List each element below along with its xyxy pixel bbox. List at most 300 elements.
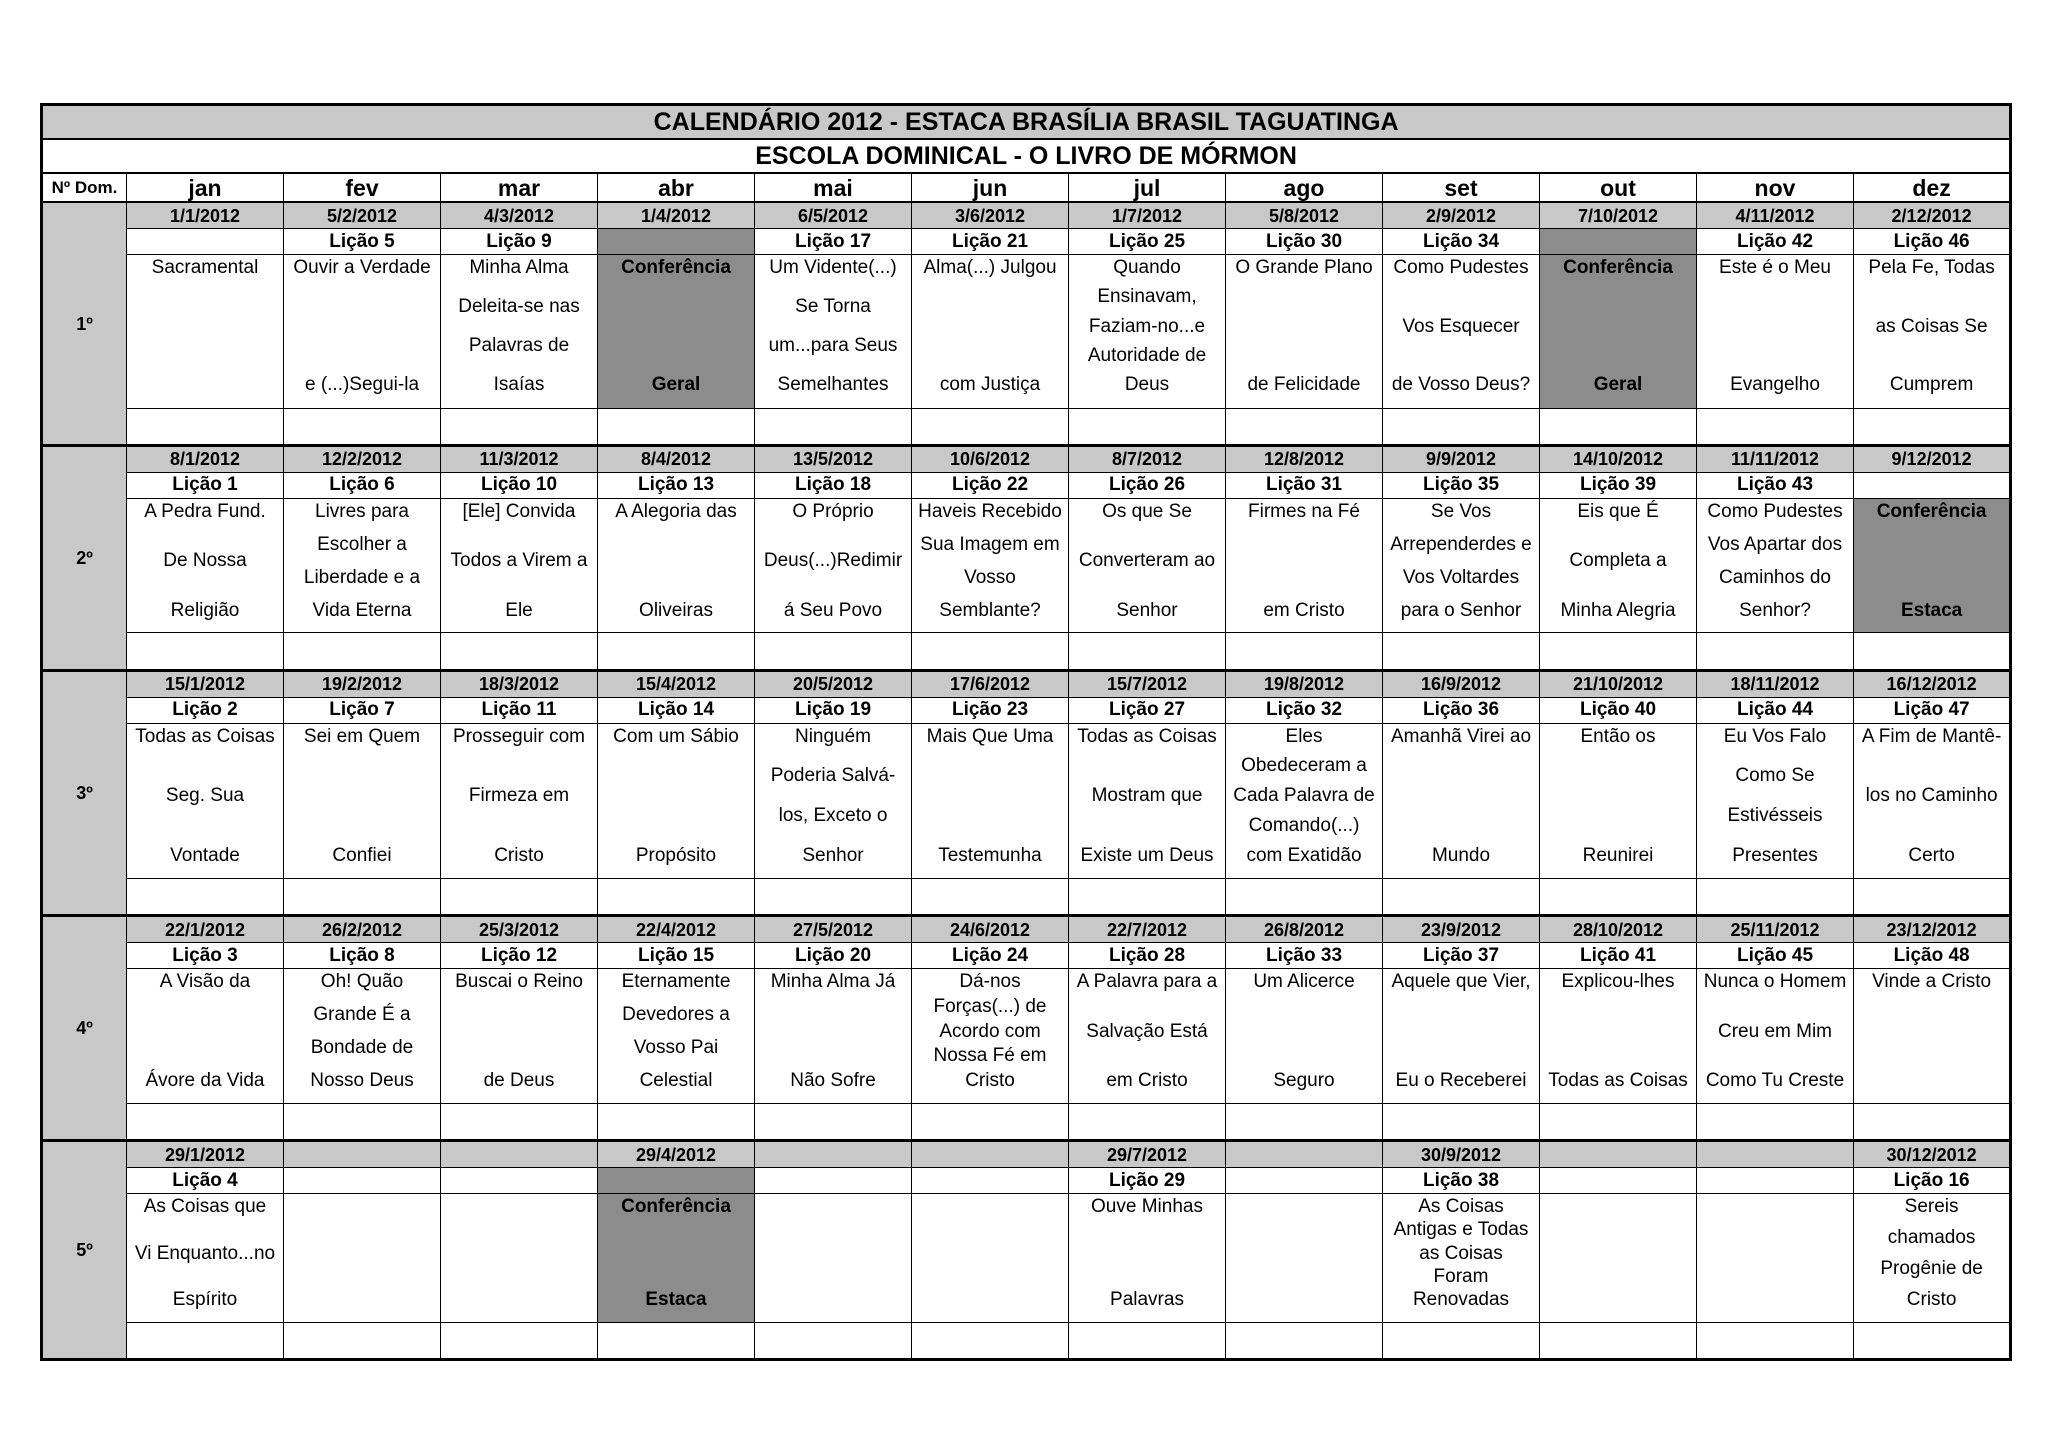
lesson-number-cell: Lição 14	[598, 697, 755, 723]
lesson-title-line: Foram	[1433, 1265, 1489, 1287]
lesson-number-cell: Lição 37	[1383, 943, 1540, 969]
lesson-title-line: Dá-nos	[959, 971, 1021, 993]
date-cell: 28/10/2012	[1540, 916, 1697, 943]
lesson-title-line: Reunirei	[1582, 844, 1654, 866]
blank-cell	[1854, 1322, 2011, 1359]
lesson-title-lines	[1228, 971, 1380, 1092]
sunday-number-label: 1º	[42, 202, 127, 445]
blank-cell	[284, 1103, 441, 1140]
lesson-title-line: Mais Que Uma	[926, 725, 1054, 747]
lesson-title-cell	[441, 723, 598, 878]
lesson-number-cell	[1697, 1168, 1854, 1194]
lesson-number-cell: Lição 25	[1069, 229, 1226, 255]
lesson-title-lines	[129, 501, 281, 622]
lesson-title-line: Vosso	[964, 566, 1016, 588]
lesson-title-line: Sua Imagem em	[920, 533, 1060, 555]
month-header-dez: dez	[1854, 173, 2011, 202]
date-cell: 17/6/2012	[912, 670, 1069, 697]
lesson-number-cell: Lição 41	[1540, 943, 1697, 969]
lesson-title-line: Evangelho	[1730, 374, 1820, 396]
lesson-title-line: Forças(...) de	[933, 995, 1047, 1017]
lesson-title-line: Um Vidente(...)	[769, 257, 897, 279]
lesson-title-row	[42, 1194, 2011, 1323]
lesson-title-line: Senhor	[1116, 599, 1178, 621]
lesson-title-line: para o Senhor	[1400, 599, 1522, 621]
lesson-title-line: Senhor	[802, 844, 864, 866]
blank-cell	[598, 408, 755, 445]
lesson-title-lines	[443, 726, 595, 867]
date-cell: 23/9/2012	[1383, 916, 1540, 943]
lesson-title-lines	[1228, 501, 1380, 622]
blank-cell	[912, 879, 1069, 916]
lesson-title-lines	[129, 971, 281, 1092]
month-header-ago: ago	[1226, 173, 1383, 202]
date-cell: 13/5/2012	[755, 445, 912, 472]
lesson-title-line: Cristo	[1906, 1289, 1957, 1311]
lesson-title-cell	[284, 1194, 441, 1323]
date-row	[42, 202, 2011, 228]
blank-cell	[1226, 633, 1383, 670]
date-cell: 1/4/2012	[598, 202, 755, 228]
month-header-abr: abr	[598, 173, 755, 202]
lesson-title-cell	[1069, 255, 1226, 408]
spacer-row	[42, 633, 2011, 670]
lesson-title-line: Cristo	[494, 844, 544, 866]
lesson-title-line: Buscai o Reino	[455, 971, 583, 993]
lesson-title-line: Nosso Deus	[310, 1070, 414, 1092]
lesson-title-line: Vos Voltardes	[1402, 566, 1520, 588]
date-cell: 22/4/2012	[598, 916, 755, 943]
lesson-title-line: Nunca o Homem	[1703, 971, 1847, 993]
lesson-title-line: A Visão da	[159, 971, 251, 993]
lesson-title-cell	[1383, 498, 1540, 633]
lesson-title-line: Ninguém	[794, 725, 872, 747]
blank-cell	[284, 879, 441, 916]
lesson-title-line: Então os	[1580, 725, 1656, 747]
lesson-number-cell: Lição 21	[912, 229, 1069, 255]
lesson-title-line: Creu em Mim	[1717, 1020, 1832, 1042]
lesson-title-line: Comando(...)	[1248, 814, 1360, 836]
lesson-title-row	[42, 723, 2011, 878]
lesson-title-lines	[1071, 726, 1223, 867]
lesson-number-cell	[598, 1168, 755, 1194]
blank-cell	[1697, 633, 1854, 670]
lesson-title-cell	[755, 969, 912, 1104]
lesson-title-lines	[1071, 501, 1223, 622]
lesson-title-line: Existe um Deus	[1080, 844, 1214, 866]
blank-cell	[284, 1322, 441, 1359]
lesson-number-cell: Lição 39	[1540, 472, 1697, 498]
lesson-number-cell: Lição 40	[1540, 697, 1697, 723]
lesson-title-lines	[914, 726, 1066, 867]
date-cell: 19/8/2012	[1226, 670, 1383, 697]
lesson-title-line: Explicou-lhes	[1561, 971, 1675, 993]
lesson-title-cell	[284, 498, 441, 633]
lesson-title-lines	[1856, 726, 2007, 867]
lesson-title-line: Eternamente	[621, 971, 731, 993]
lesson-title-cell	[1540, 498, 1697, 633]
blank-cell	[1540, 408, 1697, 445]
sunday-number-label: 4º	[42, 916, 127, 1141]
conference-cell	[598, 1194, 755, 1323]
lesson-title-cell	[1854, 1194, 2011, 1323]
lesson-number-cell	[1540, 229, 1697, 255]
lesson-number-cell	[598, 229, 755, 255]
lesson-number-cell: Lição 31	[1226, 472, 1383, 498]
lesson-title-line: Certo	[1908, 844, 1955, 866]
lesson-number-cell: Lição 27	[1069, 697, 1226, 723]
date-cell: 15/1/2012	[127, 670, 284, 697]
lesson-title-lines	[129, 726, 281, 867]
lesson-number-cell: Lição 38	[1383, 1168, 1540, 1194]
blank-cell	[755, 1322, 912, 1359]
lesson-title-cell	[127, 498, 284, 633]
lesson-title-cell	[912, 255, 1069, 408]
lesson-title-lines	[1385, 726, 1537, 867]
blank-cell	[598, 879, 755, 916]
date-cell: 26/2/2012	[284, 916, 441, 943]
lesson-number-cell: Lição 45	[1697, 943, 1854, 969]
lesson-title-lines	[1699, 501, 1851, 622]
lesson-title-line: Com um Sábio	[613, 725, 739, 747]
date-cell: 15/7/2012	[1069, 670, 1226, 697]
lesson-title-cell	[1069, 1194, 1226, 1323]
lesson-number-cell: Lição 12	[441, 943, 598, 969]
date-cell: 1/1/2012	[127, 202, 284, 228]
lesson-title-cell	[912, 1194, 1069, 1323]
lesson-title-cell	[1226, 723, 1383, 878]
blank-cell	[1383, 879, 1540, 916]
month-header-jul: jul	[1069, 173, 1226, 202]
lesson-title-cell	[755, 1194, 912, 1323]
lesson-title-line: Grande É a	[313, 1004, 411, 1026]
lesson-title-lines	[1071, 1196, 1223, 1311]
date-cell: 2/12/2012	[1854, 202, 2011, 228]
lesson-number-cell: Lição 36	[1383, 697, 1540, 723]
lesson-title-cell	[1540, 1194, 1697, 1323]
lesson-title-lines	[914, 501, 1066, 622]
date-cell	[284, 1141, 441, 1168]
calendar-table	[40, 103, 2012, 1361]
date-cell: 20/5/2012	[755, 670, 912, 697]
lesson-title-line: Vos Apartar dos	[1707, 533, 1843, 555]
lesson-title-line: O Próprio	[792, 500, 874, 522]
lesson-title-cell	[598, 498, 755, 633]
lesson-title-line: Isaías	[493, 374, 545, 396]
lesson-title-lines	[1699, 1196, 1851, 1311]
blank-cell	[127, 408, 284, 445]
lesson-title-line: Aquele que Vier,	[1391, 971, 1531, 993]
lesson-number-cell: Lição 7	[284, 697, 441, 723]
date-cell: 8/7/2012	[1069, 445, 1226, 472]
blank-cell	[1226, 1322, 1383, 1359]
lesson-title-cell	[1697, 498, 1854, 633]
conference-cell	[1854, 498, 2011, 633]
lesson-title-line: as Coisas	[1419, 1242, 1503, 1264]
lesson-title-line: Deus	[1124, 374, 1170, 396]
lesson-number-cell	[127, 229, 284, 255]
date-cell: 29/4/2012	[598, 1141, 755, 1168]
spacer-row	[42, 1322, 2011, 1359]
lesson-title-lines	[1071, 257, 1223, 396]
lesson-title-line: Geral	[651, 374, 701, 396]
blank-cell	[1697, 879, 1854, 916]
lesson-title-line: Deleita-se nas	[458, 296, 580, 318]
lesson-number-cell: Lição 16	[1854, 1168, 2011, 1194]
lesson-title-line: Se Torna	[795, 296, 871, 318]
lesson-title-line: Presentes	[1732, 844, 1818, 866]
date-cell	[755, 1141, 912, 1168]
lesson-title-lines	[757, 726, 909, 867]
month-header-set: set	[1383, 173, 1540, 202]
lesson-title-lines	[914, 1196, 1066, 1311]
lesson-title-cell	[441, 1194, 598, 1323]
month-header-out: out	[1540, 173, 1697, 202]
conference-cell	[598, 255, 755, 408]
date-cell: 30/9/2012	[1383, 1141, 1540, 1168]
lesson-title-lines	[1385, 501, 1537, 622]
lesson-title-cell	[1383, 1194, 1540, 1323]
blank-cell	[1226, 408, 1383, 445]
date-cell: 6/5/2012	[755, 202, 912, 228]
month-header-fev: fev	[284, 173, 441, 202]
blank-cell	[1069, 879, 1226, 916]
lesson-title-lines	[1385, 971, 1537, 1092]
lesson-number-cell: Lição 47	[1854, 697, 2011, 723]
date-cell: 22/1/2012	[127, 916, 284, 943]
lesson-row	[42, 697, 2011, 723]
lesson-title-cell	[1697, 969, 1854, 1104]
blank-cell	[1697, 1322, 1854, 1359]
lesson-number-cell: Lição 5	[284, 229, 441, 255]
blank-cell	[1069, 1322, 1226, 1359]
lesson-number-cell	[1226, 1168, 1383, 1194]
blank-cell	[1226, 879, 1383, 916]
lesson-title-line: as Coisas Se	[1875, 315, 1988, 337]
date-cell: 18/11/2012	[1697, 670, 1854, 697]
lesson-number-cell: Lição 9	[441, 229, 598, 255]
lesson-title-line: Palavras	[1110, 1289, 1184, 1311]
blank-cell	[1540, 1103, 1697, 1140]
month-header-jun: jun	[912, 173, 1069, 202]
date-cell: 29/1/2012	[127, 1141, 284, 1168]
lesson-title-line: Oliveiras	[639, 599, 713, 621]
calendar-body	[42, 105, 2011, 1360]
lesson-title-lines	[757, 501, 909, 622]
lesson-title-cell	[441, 255, 598, 408]
date-cell: 5/8/2012	[1226, 202, 1383, 228]
lesson-title-line: Salvação Está	[1086, 1020, 1208, 1042]
blank-cell	[1383, 633, 1540, 670]
lesson-title-lines	[914, 971, 1066, 1092]
blank-cell	[441, 408, 598, 445]
lesson-title-cell	[127, 723, 284, 878]
month-header-mar: mar	[441, 173, 598, 202]
month-header-row	[42, 173, 2011, 202]
lesson-number-cell: Lição 10	[441, 472, 598, 498]
date-cell: 10/6/2012	[912, 445, 1069, 472]
blank-cell	[127, 1103, 284, 1140]
date-cell: 11/11/2012	[1697, 445, 1854, 472]
lesson-number-cell	[441, 1168, 598, 1194]
lesson-title-line: Os que Se	[1102, 500, 1192, 522]
lesson-title-line: Cumprem	[1889, 374, 1974, 396]
lesson-title-line: em Cristo	[1106, 1070, 1188, 1092]
lesson-title-line: á Seu Povo	[783, 599, 883, 621]
lesson-title-lines	[1699, 726, 1851, 867]
title-row	[42, 105, 2011, 140]
lesson-number-cell: Lição 1	[127, 472, 284, 498]
lesson-title-lines	[286, 501, 438, 622]
lesson-title-line: Como Se	[1735, 765, 1815, 787]
lesson-title-lines	[600, 726, 752, 867]
lesson-number-cell: Lição 26	[1069, 472, 1226, 498]
lesson-title-line: Autoridade de	[1087, 344, 1207, 366]
blank-cell	[912, 408, 1069, 445]
lesson-number-cell: Lição 33	[1226, 943, 1383, 969]
lesson-title-cell	[1383, 969, 1540, 1104]
date-row	[42, 1141, 2011, 1168]
blank-cell	[598, 1103, 755, 1140]
lesson-title-lines	[914, 257, 1066, 396]
lesson-title-line: Oh! Quão	[320, 971, 404, 993]
lesson-title-line: Geral	[1593, 374, 1643, 396]
lesson-number-cell: Lição 29	[1069, 1168, 1226, 1194]
lesson-title-line: Estaca	[645, 1289, 707, 1311]
blank-cell	[1854, 879, 2011, 916]
date-cell	[441, 1141, 598, 1168]
lesson-title-cell	[1854, 723, 2011, 878]
date-cell: 7/10/2012	[1540, 202, 1697, 228]
lesson-title-line: Minha Alma	[469, 257, 569, 279]
lesson-title-row	[42, 255, 2011, 408]
date-cell: 16/9/2012	[1383, 670, 1540, 697]
date-cell: 11/3/2012	[441, 445, 598, 472]
lesson-title-line: um...para Seus	[768, 335, 898, 357]
date-cell	[1697, 1141, 1854, 1168]
lesson-number-cell: Lição 42	[1697, 229, 1854, 255]
lesson-title-cell	[1697, 723, 1854, 878]
lesson-title-line: A Palavra para a	[1076, 971, 1218, 993]
lesson-title-cell	[1854, 969, 2011, 1104]
lesson-title-cell	[1854, 255, 2011, 408]
lesson-title-lines	[443, 971, 595, 1092]
lesson-number-cell	[912, 1168, 1069, 1194]
lesson-title-cell	[912, 969, 1069, 1104]
date-cell: 16/12/2012	[1854, 670, 2011, 697]
blank-cell	[598, 633, 755, 670]
lesson-row	[42, 472, 2011, 498]
lesson-row	[42, 943, 2011, 969]
blank-cell	[284, 633, 441, 670]
lesson-title-line: com Justiça	[939, 374, 1041, 396]
lesson-number-cell: Lição 19	[755, 697, 912, 723]
lesson-title-line: Vinde a Cristo	[1872, 971, 1992, 993]
lesson-title-line: Cada Palavra de	[1233, 785, 1375, 807]
lesson-title-line: Firmeza em	[468, 785, 570, 807]
lesson-title-cell	[1069, 969, 1226, 1104]
lesson-title-cell	[912, 498, 1069, 633]
date-cell: 25/3/2012	[441, 916, 598, 943]
blank-cell	[755, 1103, 912, 1140]
lesson-title-line: de Felicidade	[1247, 374, 1361, 396]
lesson-title-line: Progênie de	[1880, 1258, 1983, 1280]
blank-cell	[912, 1103, 1069, 1140]
lesson-title-line: Antigas e Todas	[1393, 1219, 1529, 1241]
lesson-title-lines	[1699, 971, 1851, 1092]
lesson-number-cell: Lição 30	[1226, 229, 1383, 255]
spacer-row	[42, 408, 2011, 445]
lesson-title-line: Um Alicerce	[1253, 971, 1355, 993]
blank-cell	[1069, 633, 1226, 670]
lesson-title-lines	[1856, 1196, 2007, 1311]
lesson-title-line: Quando	[1113, 257, 1181, 279]
lesson-title-line: los, Exceto o	[778, 804, 888, 826]
lesson-number-cell: Lição 3	[127, 943, 284, 969]
date-cell: 30/12/2012	[1854, 1141, 2011, 1168]
lesson-title-line: Minha Alegria	[1560, 599, 1676, 621]
lesson-number-cell: Lição 22	[912, 472, 1069, 498]
blank-cell	[1697, 408, 1854, 445]
lesson-title-row	[42, 498, 2011, 633]
lesson-number-cell: Lição 24	[912, 943, 1069, 969]
lesson-title-line: Vos Esquecer	[1402, 315, 1520, 337]
lesson-title-lines	[1856, 971, 2007, 1092]
lesson-title-cell	[284, 723, 441, 878]
lesson-title-cell	[912, 723, 1069, 878]
sunday-number-label: 5º	[42, 1141, 127, 1360]
lesson-number-cell	[284, 1168, 441, 1194]
lesson-title-line: Mundo	[1431, 844, 1491, 866]
lesson-title-row	[42, 969, 2011, 1104]
blank-cell	[1069, 408, 1226, 445]
blank-cell	[127, 633, 284, 670]
date-cell: 12/2/2012	[284, 445, 441, 472]
blank-cell	[1383, 1103, 1540, 1140]
date-cell: 15/4/2012	[598, 670, 755, 697]
lesson-title-lines	[1071, 971, 1223, 1092]
month-header-jan: jan	[127, 173, 284, 202]
lesson-title-line: Acordo com	[939, 1020, 1041, 1042]
lesson-number-cell: Lição 35	[1383, 472, 1540, 498]
date-row	[42, 670, 2011, 697]
blank-cell	[441, 1322, 598, 1359]
lesson-title-lines	[1542, 257, 1694, 396]
lesson-title-lines	[443, 1196, 595, 1311]
lesson-title-lines	[600, 257, 752, 396]
lesson-title-line: Todas as Coisas	[1077, 725, 1217, 747]
blank-cell	[441, 633, 598, 670]
lesson-title-line: com Exatidão	[1246, 844, 1362, 866]
lesson-row	[42, 1168, 2011, 1194]
lesson-title-line: Deus(...)Redimir	[763, 550, 903, 572]
lesson-title-line: Eles	[1285, 725, 1323, 747]
lesson-title-lines	[443, 501, 595, 622]
lesson-title-cell	[1226, 969, 1383, 1104]
lesson-title-line: Religião	[170, 599, 240, 621]
lesson-title-cell	[1226, 498, 1383, 633]
lesson-title-cell	[441, 498, 598, 633]
lesson-title-lines	[1385, 257, 1537, 396]
lesson-title-cell	[1226, 255, 1383, 408]
lesson-title-line: Ouve Minhas	[1091, 1196, 1203, 1218]
blank-cell	[912, 633, 1069, 670]
date-cell: 9/9/2012	[1383, 445, 1540, 472]
lesson-number-cell: Lição 43	[1697, 472, 1854, 498]
lesson-title-line: Palavras de	[468, 335, 570, 357]
blank-cell	[1540, 879, 1697, 916]
blank-cell	[1854, 408, 2011, 445]
